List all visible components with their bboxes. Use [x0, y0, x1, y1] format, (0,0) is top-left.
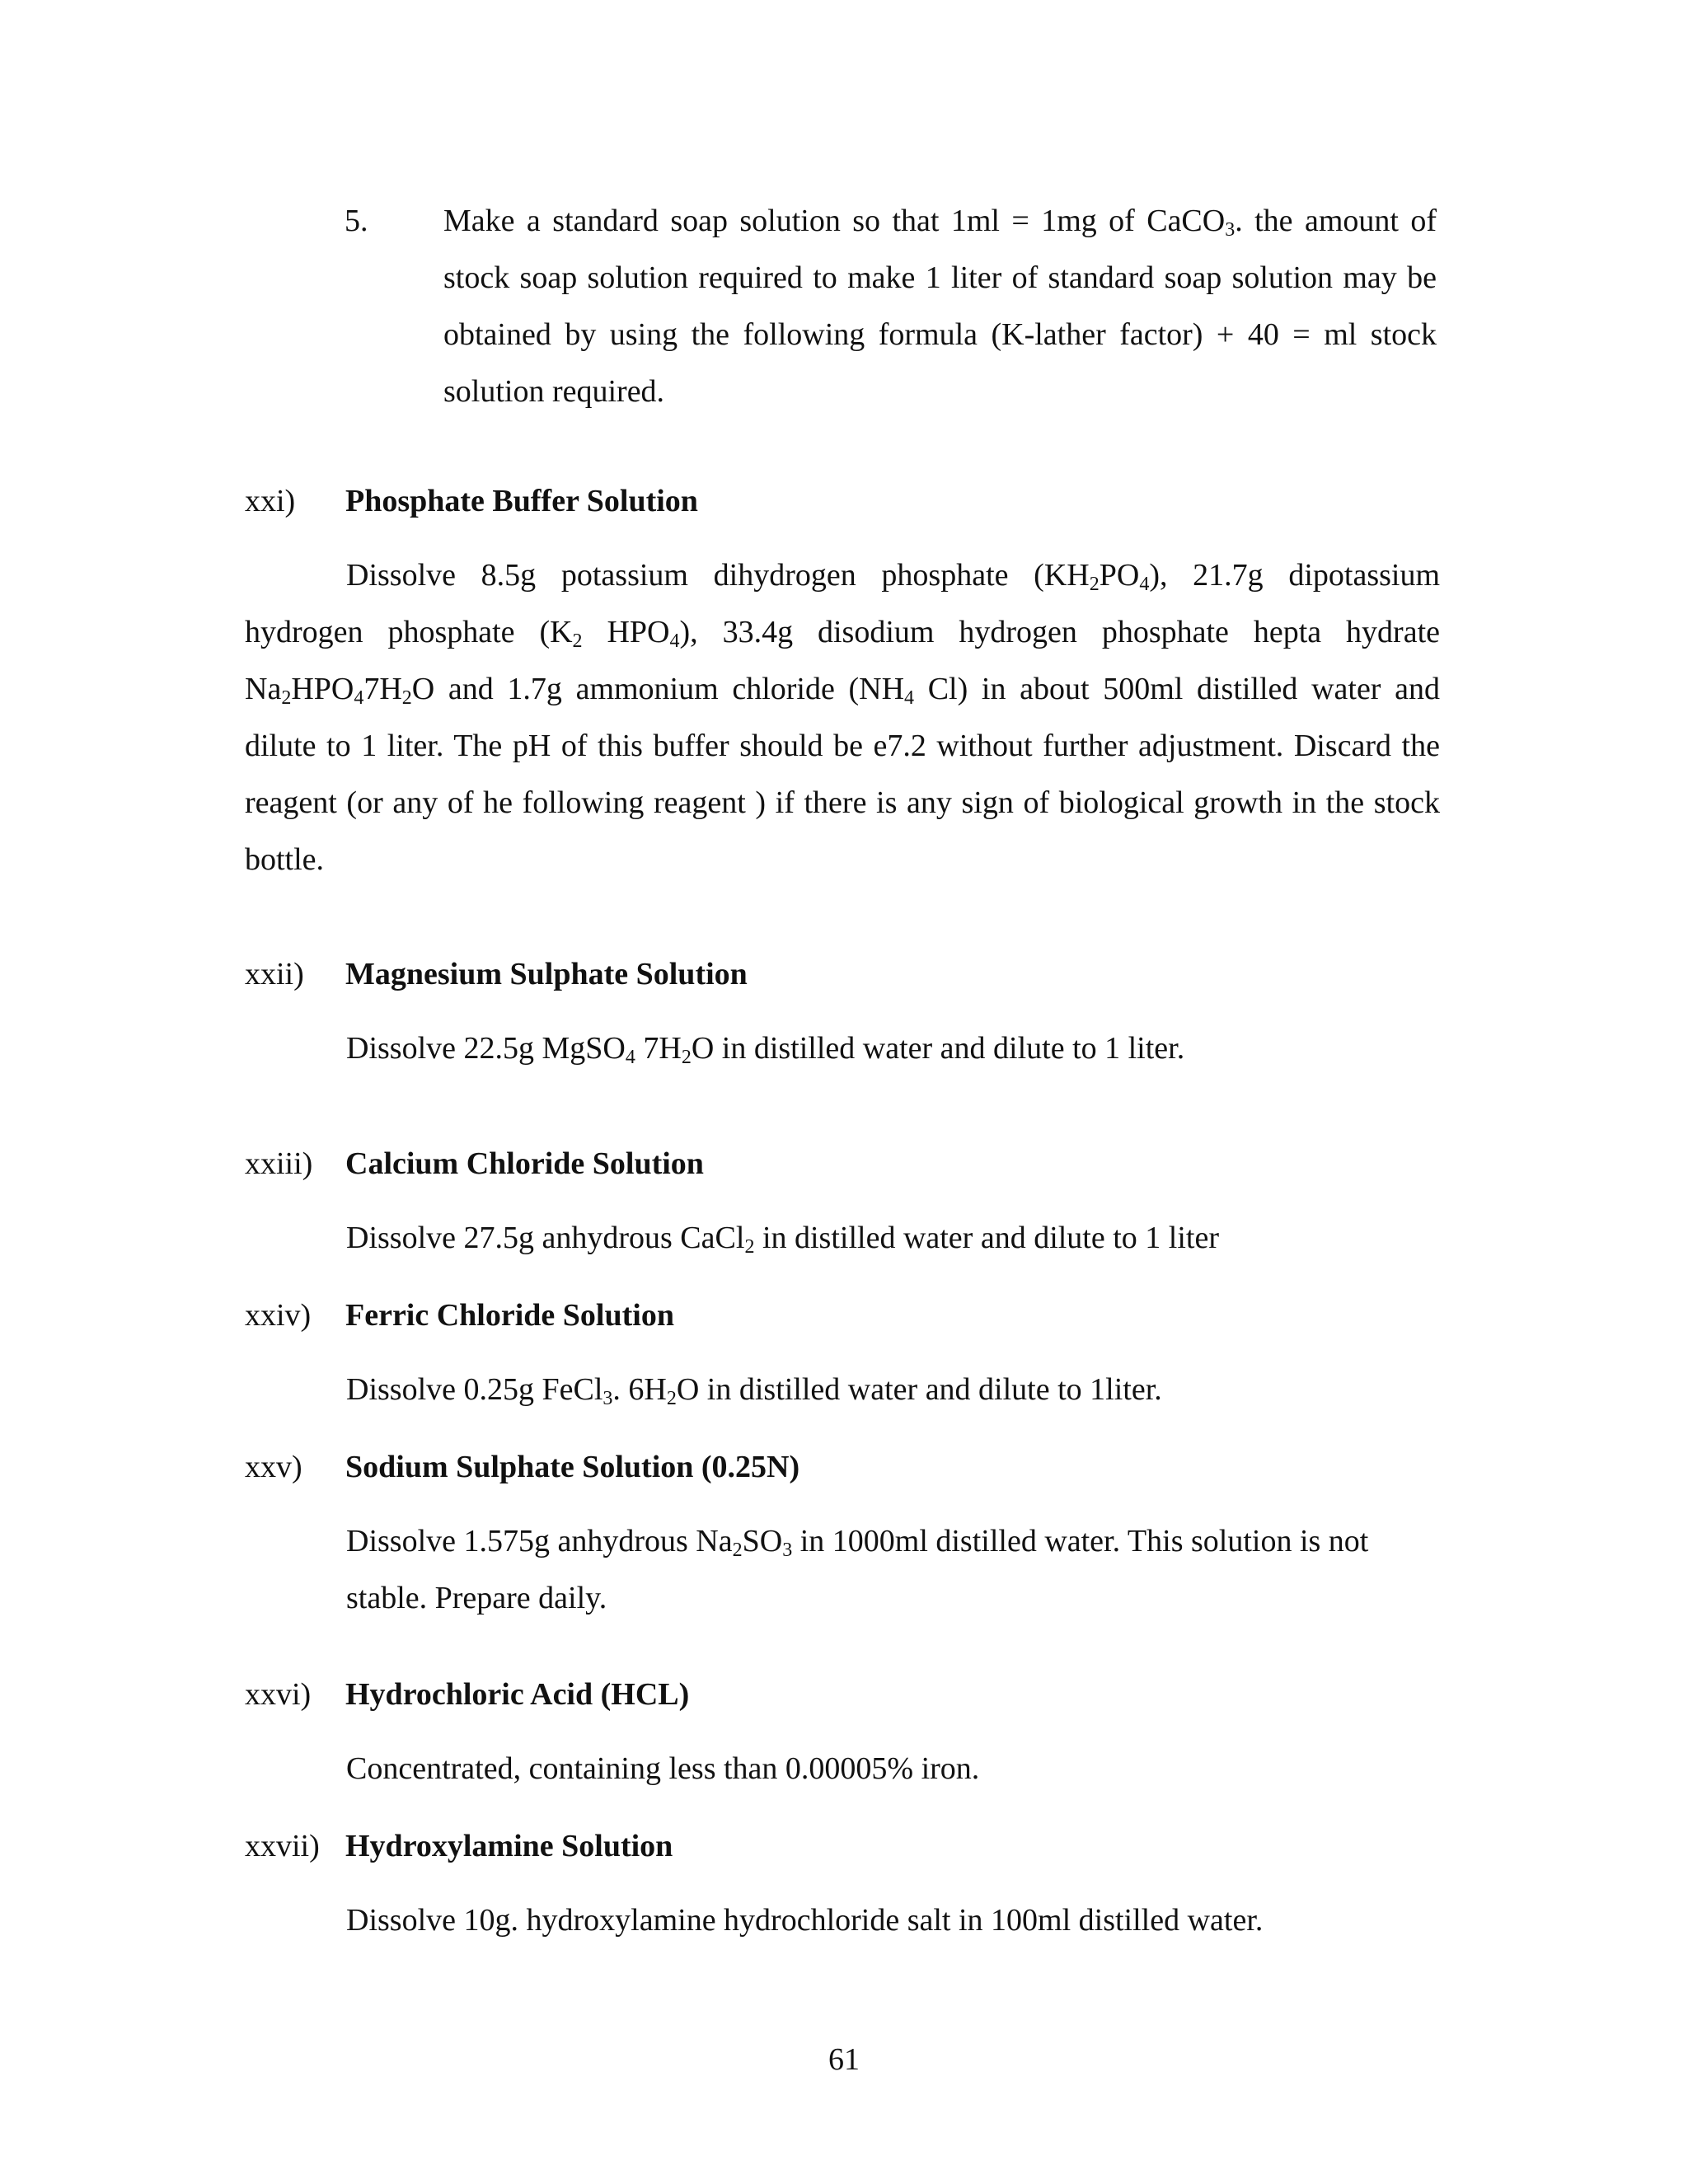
item-number: 5.: [345, 204, 368, 238]
section-body-xxv: Dissolve 1.575g anhydrous $Na_2SO_3$ in 1000ml distilled water. This solution is not stable. Prepare daily.: [346, 1524, 1369, 1615]
section-body-xxvii: Dissolve 10g. hydroxylamine hydrochloride salt in 100ml distilled water.: [346, 1903, 1264, 1938]
section-numeral: xxv): [245, 1450, 302, 1484]
section-numeral: xxii): [245, 957, 304, 991]
section-title: Sodium Sulphate Solution (0.25N): [345, 1450, 800, 1484]
section-title: Magnesium Sulphate Solution: [345, 957, 748, 991]
section-body-xxiv: Dissolve 0.25g FeCl$_3$. $6H_2O$ in distilled water and dilute to 1liter.: [346, 1372, 1162, 1409]
section-numeral: xxiii): [245, 1146, 313, 1181]
section-numeral: xxiv): [245, 1298, 312, 1333]
page-number: 61: [828, 2042, 860, 2077]
section-body-xxi: Dissolve 8.5g potassium dihydrogen phosphate $(KH_2PO_4)$, 21.7g dipotassium hydrogen phosphate ($K_2$ $HPO_4$), 33.4g disodium hydrogen phosphate hepta hydrate $Na_2HPO_47H_2O$ and 1.7g ammonium chloride ($NH_4$ Cl) in about 500ml distilled water and dilute to 1 liter. The pH of this buffer should be e7.2 without further adjustment. Discard the reagent (or any of he following reagent ) if there is any sign of biological growth in the stock bottle.: [245, 558, 1441, 877]
section-title: Ferric Chloride Solution: [345, 1298, 674, 1333]
section-body-xxii: Dissolve 22.5g MgSO$_4$ $7H_2O$ in distilled water and dilute to 1 liter.: [346, 1031, 1185, 1068]
section-body-xxiii: Dissolve 27.5g anhydrous CaCl$_2$ in distilled water and dilute to 1 liter: [346, 1221, 1219, 1258]
section-title: Calcium Chloride Solution: [345, 1146, 704, 1181]
section-body-xxvi: Concentrated, containing less than 0.00005% iron.: [346, 1751, 980, 1786]
section-title: Hydroxylamine Solution: [345, 1829, 673, 1863]
section-numeral: xxvii): [245, 1829, 320, 1863]
section-numeral: xxvi): [245, 1677, 312, 1712]
numbered-item-5: [345, 193, 1437, 420]
item-text: Make a standard soap solution so that 1ml = 1mg of CaCO$_3$. the amount of stock soap solution required to make 1 liter of standard soap solution may be obtained by using the following formula (K-lather factor) + 40 = ml stock solution required.: [443, 204, 1437, 409]
section-numeral: xxi): [245, 484, 296, 518]
section-title: Hydrochloric Acid (HCL): [345, 1677, 690, 1712]
section-title: Phosphate Buffer Solution: [345, 484, 698, 518]
